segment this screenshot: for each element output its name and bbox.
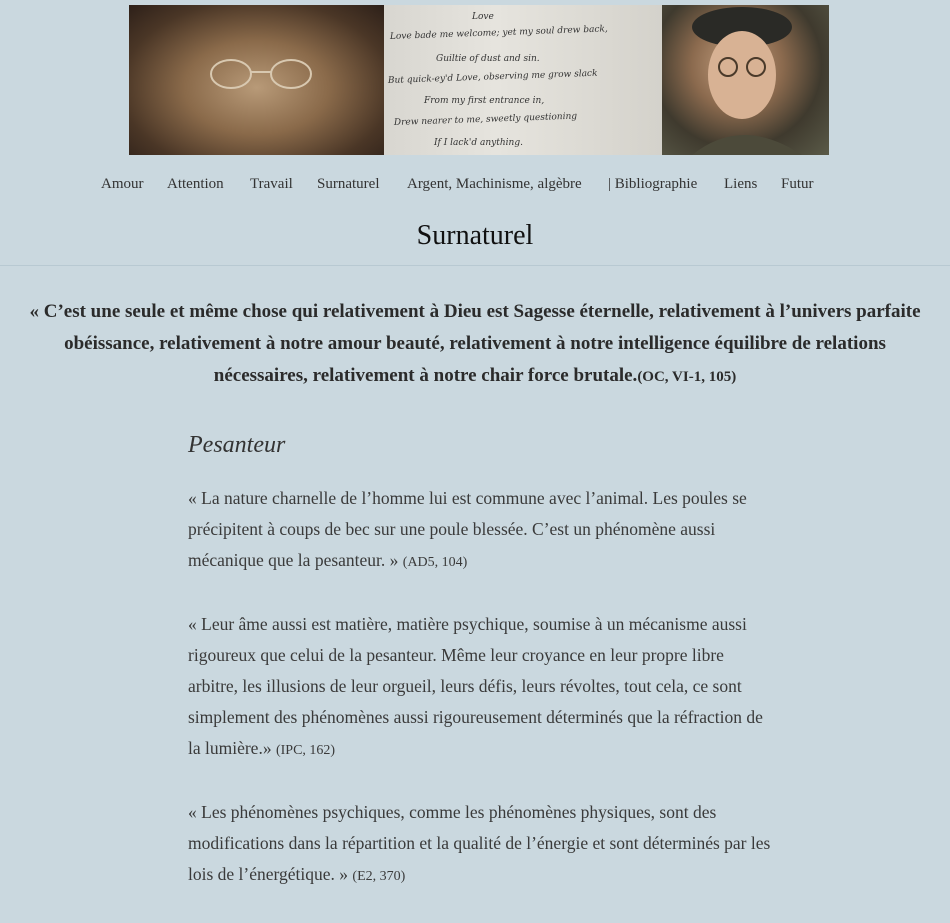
quote-ref: (IPC, 162) — [275, 743, 336, 758]
quote-ref: (E2, 370) — [352, 869, 406, 884]
epigraph-quote — [15, 296, 935, 393]
quote-ref: (AD5, 104) — [402, 555, 468, 570]
nav-item-liens[interactable]: Liens — [724, 176, 758, 192]
quote-text: « Leur âme aussi est matière, matière psychique, soumise à un mécanisme aussi rigoureux que celui de la pesanteur. Même leur croyance en leur propre libre arbitre, les illusions de leur orgueil, leurs défis, leurs révoltes, tout cela, ce sont simplement des phénomènes aussi rigoureusement déterminés que la réfraction de la lumière.» — [188, 614, 763, 758]
portrait-shapes — [662, 5, 829, 155]
section-heading: Pesanteur — [188, 432, 286, 458]
epigraph-ref: (OC, VI-1, 105) — [637, 369, 737, 385]
poem-line: Love bade me welcome; yet my soul drew back, — [389, 24, 608, 42]
nav-item-bibliographie[interactable]: | Bibliographie — [608, 176, 698, 192]
nav-item-surnaturel[interactable]: Surnaturel — [317, 176, 380, 192]
nav-item-amour[interactable]: Amour — [101, 176, 144, 192]
quote-paragraph — [188, 609, 778, 766]
poem-line: Drew nearer to me, sweetly questioning — [393, 111, 578, 128]
poem-line: But quick-ey'd Love, observing me grow slack — [387, 68, 598, 86]
divider — [0, 265, 950, 266]
poem-line: Guiltie of dust and sin. — [436, 54, 540, 64]
nav-item-futur[interactable]: Futur — [781, 176, 814, 192]
quote-text: « La nature charnelle de l’homme lui est commune avec l’animal. Les poules se précipitent à coups de bec sur une poule blessée. C’est un phénomène aussi mécanique que la pesanteur. » — [188, 488, 747, 570]
portrait-photo-sepia — [129, 5, 384, 155]
poem-line: From my first entrance in, — [424, 96, 545, 106]
nav-item-argent[interactable]: Argent, Machinisme, algèbre — [407, 176, 582, 192]
poem-line: Love — [472, 12, 494, 22]
nav-item-travail[interactable]: Travail — [250, 176, 293, 192]
epigraph-text: « C’est une seule et même chose qui relativement à Dieu est Sagesse éternelle, relativement à l’univers parfaite obéissance, relativement à notre amour beauté, relativement à notre intelligence équilibre de relations nécessaires, relativement à notre chair force brutale. — [29, 301, 921, 386]
main-nav — [0, 176, 950, 194]
quote-paragraph — [188, 483, 778, 578]
quote-text: « Les phénomènes psychiques, comme les phénomènes physiques, sont des modifications dans la répartition et la qualité de l’énergie et sont déterminés par les lois de l’énergétique. » — [188, 802, 771, 884]
handwritten-poem — [384, 5, 662, 155]
section-pesanteur — [188, 432, 778, 923]
portrait-photo-color — [662, 5, 829, 155]
glasses-shape — [207, 57, 317, 91]
poem-line: If I lack'd anything. — [434, 138, 523, 148]
header-banner — [129, 5, 829, 155]
page-title: Surnaturel — [416, 220, 534, 251]
quote-paragraph — [188, 797, 778, 892]
nav-item-attention[interactable]: Attention — [167, 176, 224, 192]
